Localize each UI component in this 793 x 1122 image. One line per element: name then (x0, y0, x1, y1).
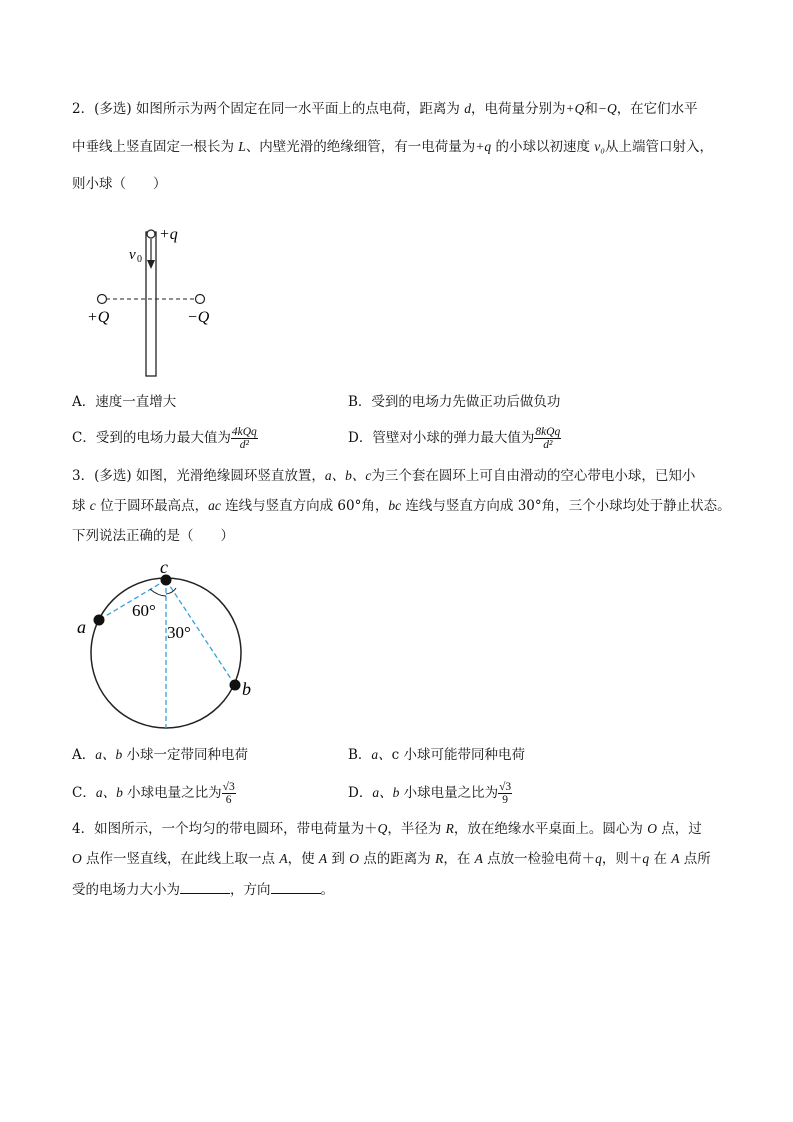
answer-blank-direction[interactable] (271, 879, 321, 894)
label-angle-30: 30° (167, 623, 191, 642)
label-v0-sub: 0 (137, 254, 142, 265)
fraction: $\frac{\text{4kQq}}{\text{d²}}$ (231, 426, 257, 451)
q4-line-3: 受的电场力大小为 ，方向 。 (72, 879, 334, 900)
q2-option-a[interactable]: A．速度一直增大 (72, 394, 177, 410)
q3-line-3: 下列说法正确的是（ ） (72, 528, 234, 544)
label-a: a (77, 617, 86, 637)
q4-line-2: O 点作一竖直线，在此线上取一点 A，使 A 到 O 点的距离为 R，在 A 点放一检验电荷＋q，则＋q 在 A 点所 (72, 851, 711, 867)
fraction: $\frac{√3}{9}$ (499, 781, 512, 806)
q3-option-d[interactable]: D．a、b 小球电量之比为 $\frac{√3}{9}$ (348, 781, 512, 806)
label-angle-60: 60° (132, 601, 156, 620)
q3-line-1: 3．(多选) 如图，光滑绝缘圆环竖直放置，a、b、c为三个套在圆环上可自由滑动的空心带电小球，已知小 (72, 468, 696, 484)
q3-option-a[interactable]: A．a、b 小球一定带同种电荷 (72, 747, 249, 763)
q3-figure-ring (70, 558, 270, 736)
q3-line-2: 球 c 位于圆环最高点，ac 连线与竖直方向成 60°角，bc 连线与竖直方向成 30°角，三个小球均处于静止状态。 (72, 498, 731, 514)
label-v0: v (129, 247, 136, 263)
q3-option-b[interactable]: B．a、c 小球可能带同种电荷 (348, 747, 526, 763)
q2-line-2: 中垂线上竖直固定一根长为 L、内壁光滑的绝缘细管，有一电荷量为+q 的小球以初速度 v₀从上端管口射入， (72, 139, 713, 155)
q2-option-d[interactable]: D．管壁对小球的弹力最大值为 $\frac{\text{8kQq}}{\text{d²}}$ (348, 426, 561, 451)
q2-line-1: 2．(多选) 如图所示为两个固定在同一水平面上的点电荷，距离为 d，电荷量分别为+Q和−Q，在它们水平 (72, 101, 698, 117)
fraction: $\frac{√3}{6}$ (222, 781, 235, 806)
label-minus-Q: −Q (187, 309, 210, 326)
label-c: c (160, 558, 168, 577)
label-plus-Q: +Q (87, 309, 110, 326)
label-plus-q: +q (159, 226, 178, 243)
q2-option-c[interactable]: C．受到的电场力最大值为 $\frac{\text{4kQq}}{\text{d²}}$ (72, 426, 257, 451)
angle-arc-30 (166, 588, 176, 594)
answer-blank-magnitude[interactable] (180, 879, 230, 894)
angle-arc-60 (150, 589, 166, 596)
label-b: b (242, 679, 251, 699)
charge-plus-Q (98, 295, 107, 304)
velocity-arrow-head (147, 260, 155, 269)
fraction: $\frac{\text{8kQq}}{\text{d²}}$ (535, 426, 561, 451)
q4-line-1: 4．如图所示，一个均匀的带电圆环，带电荷量为＋Q，半径为 R，放在绝缘水平桌面上。圆心为 O 点，过 (72, 821, 702, 837)
q2-figure-tube-charges (85, 222, 225, 377)
small-ball-plus-q (147, 230, 155, 238)
q3-option-c[interactable]: C．a、b 小球电量之比为 $\frac{√3}{6}$ (72, 781, 235, 806)
ball-b (230, 680, 241, 691)
charge-minus-Q (196, 295, 205, 304)
q2-option-b[interactable]: B．受到的电场力先做正功后做负功 (348, 394, 561, 410)
ball-a (94, 615, 105, 626)
q2-line-3: 则小球（ ） (72, 176, 167, 192)
